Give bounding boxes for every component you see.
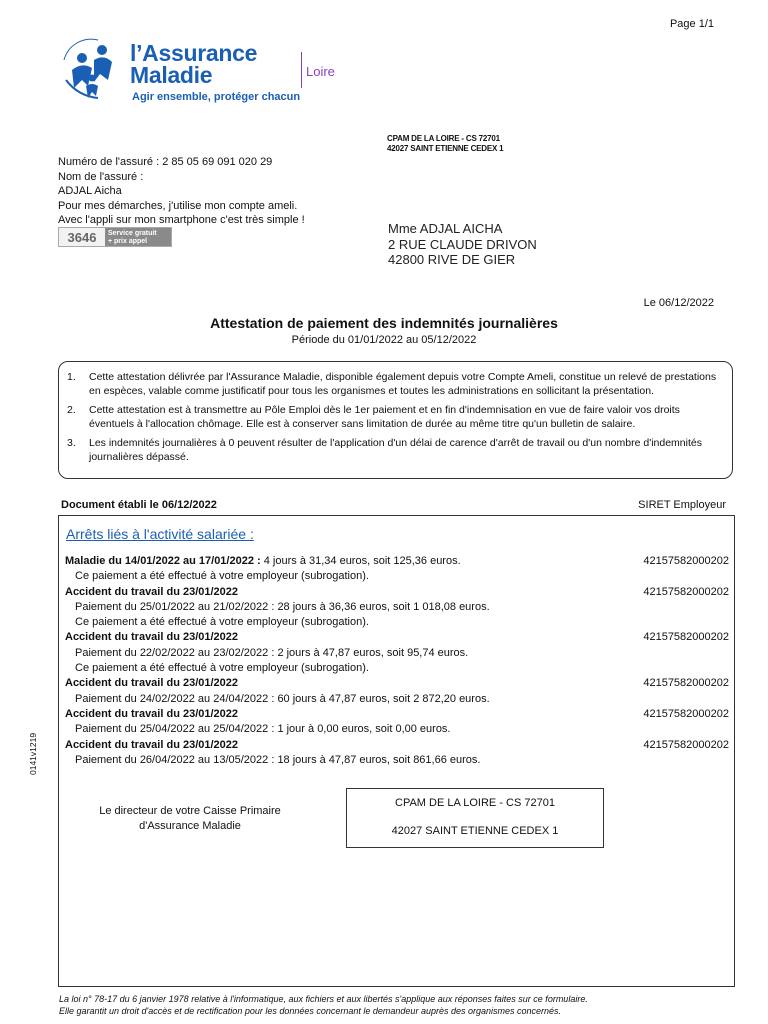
page-number: Page 1/1	[669, 18, 714, 30]
document-date: Le 06/12/2022	[643, 297, 714, 309]
payment-entry: Maladie du 14/01/2022 au 17/01/2022 : 4 jours à 31,34 euros, soit 125,36 euros. Ce paiement a été effectué à votre employeur (subrogation). 42157582000202	[65, 555, 729, 583]
form-code: 0141v1219	[28, 732, 38, 775]
entry-siret: 42157582000202	[643, 707, 729, 720]
payment-entry: Accident du travail du 23/01/2022 Paiement du 26/04/2022 au 13/05/2022 : 18 jours à 47,87 euros, soit 861,66 euros. 42157582000202	[65, 738, 729, 766]
note-item: 2. Cette attestation est à transmettre au Pôle Emploi dès le 1er paiement et en fin d'indemnisation en vue de faire valoir vos droits éventuels à l'allocation chômage. Elle est à conserver sans limitation de durée au même titre qu'un bulletin de salaire.	[67, 404, 680, 430]
logo-divider	[301, 52, 302, 88]
entry-siret: 42157582000202	[643, 555, 729, 567]
recipient-address: Mme ADJAL AICHA 2 RUE CLAUDE DRIVON 42800 RIVE DE GIER	[388, 221, 537, 267]
entry-siret: 42157582000202	[643, 738, 729, 751]
payment-entry: Accident du travail du 23/01/2022 Paiement du 25/01/2022 au 21/02/2022 : 28 jours à 36,36 euros, soit 1 018,08 euros. Ce paiement a été effectué à votre employeur (subrogation). 42157582000202	[65, 585, 729, 629]
notes-box	[58, 361, 733, 479]
insured-number: Numéro de l'assuré : 2 85 05 69 091 020 29	[58, 156, 273, 168]
payments-box	[58, 515, 735, 987]
document-established-date: Document établi le 06/12/2022	[61, 499, 217, 511]
payment-entry: Accident du travail du 23/01/2022 Paiement du 25/04/2022 au 25/04/2022 : 1 jour à 0,00 euros, soit 0,00 euros. 42157582000202	[65, 707, 729, 736]
logo-tagline: Agir ensemble, protéger chacun	[132, 91, 301, 103]
logo-region: Loire	[306, 64, 335, 79]
document-title: Attestation de paiement des indemnités journalières	[210, 315, 558, 331]
logo-title: l’Assurance Maladie	[130, 40, 258, 88]
director-signature: Le directeur de votre Caisse Primaire d'Assurance Maladie	[99, 805, 281, 832]
payment-entries	[65, 554, 729, 768]
insured-info	[58, 155, 305, 228]
insured-name: ADJAL Aicha	[58, 185, 122, 197]
siret-header: SIRET Employeur	[638, 499, 726, 511]
assurance-maladie-logo	[58, 36, 348, 108]
phone-note: Service gratuit + prix appel	[105, 228, 171, 246]
family-emblem-icon	[58, 36, 124, 102]
sender-address: CPAM DE LA LOIRE - CS 72701 42027 SAINT ETIENNE CEDEX 1	[387, 134, 504, 153]
legal-footer: La loi n° 78-17 du 6 janvier 1978 relative à l'informatique, aux fichiers et aux libertés s'applique aux réponses faites sur ce formulaire. Elle garantit un droit d'accès et de rectification pour les données concernant le demandeur auprès des organismes concernés.	[59, 994, 588, 1016]
promo-line-1: Pour mes démarches, j'utilise mon compte ameli.	[58, 199, 298, 212]
insured-name-label: Nom de l'assuré :	[58, 170, 144, 183]
entry-siret: 42157582000202	[643, 585, 729, 598]
section-title: Arrêts liés à l'activité salariée :	[66, 526, 254, 542]
cpam-stamp: CPAM DE LA LOIRE - CS 72701 42027 SAINT ETIENNE CEDEX 1	[346, 788, 604, 848]
entry-siret: 42157582000202	[643, 677, 729, 690]
payment-entry: Accident du travail du 23/01/2022 Paiement du 22/02/2022 au 23/02/2022 : 2 jours à 47,87 euros, soit 95,74 euros. Ce paiement a été effectué à votre employeur (subrogation). 42157582000202	[65, 631, 729, 675]
phone-number: 3646	[59, 228, 105, 246]
entry-siret: 42157582000202	[643, 631, 729, 644]
note-item: 3. Les indemnités journalières à 0 peuvent résulter de l'application d'un délai de carence d'arrêt de travail ou d'un nombre d'indemnités journalières dépassé.	[67, 437, 702, 463]
promo-line-2: Avec l'appli sur mon smartphone c'est très simple !	[58, 214, 305, 226]
document-period: Période du 01/01/2022 au 05/12/2022	[291, 334, 477, 346]
phone-badge	[58, 227, 172, 247]
payment-entry: Accident du travail du 23/01/2022 Paiement du 24/02/2022 au 24/04/2022 : 60 jours à 47,87 euros, soit 2 872,20 euros. 42157582000202	[65, 677, 729, 705]
note-item: 1. Cette attestation délivrée par l'Assurance Maladie, disponible également depuis votre Compte Ameli, constitue un relevé de prestations en espèces, valable comme justificatif pour tous les organismes et toutes les administrations en sollicitant la présentation.	[67, 371, 717, 397]
